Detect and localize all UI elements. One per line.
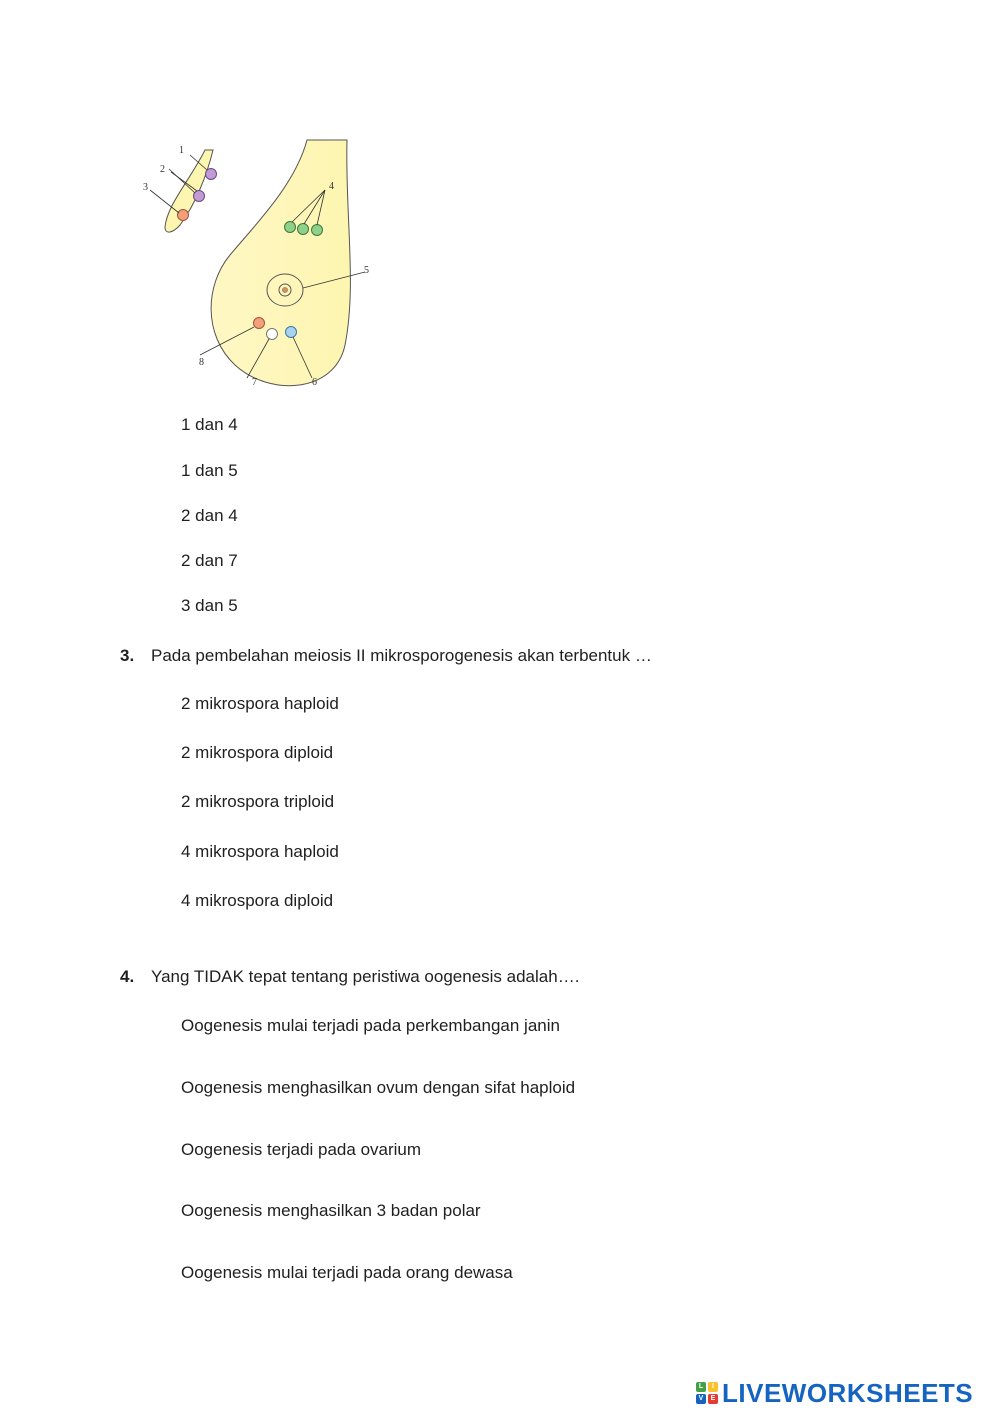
embryo-sac-diagram xyxy=(135,135,380,395)
cell-8 xyxy=(254,318,265,329)
antipodal-cell-b xyxy=(298,224,309,235)
q4-option-1[interactable]: Oogenesis mulai terjadi pada perkembangan janin xyxy=(181,1016,560,1035)
q4-option-2[interactable]: Oogenesis menghasilkan ovum dengan sifat haploid xyxy=(181,1078,576,1097)
q4-text: Yang TIDAK tepat tentang peristiwa oogenesis adalah…. xyxy=(151,967,580,986)
antipodal-cell-a xyxy=(285,222,296,233)
logo-badge-e: E xyxy=(708,1394,718,1404)
cell-2 xyxy=(194,191,205,202)
diagram-label-4: 4 xyxy=(329,181,334,192)
logo-wordmark: LIVEWORKSHEETS xyxy=(722,1377,974,1408)
q3-option-5[interactable]: 4 mikrospora diploid xyxy=(181,891,334,910)
q2-option-1[interactable]: 1 dan 4 xyxy=(181,415,238,434)
q4-number: 4. xyxy=(120,967,135,986)
q3-option-1[interactable]: 2 mikrospora haploid xyxy=(181,694,339,713)
q4-option-3[interactable]: Oogenesis terjadi pada ovarium xyxy=(181,1140,422,1159)
cell-1 xyxy=(206,169,217,180)
diagram-label-5: 5 xyxy=(364,265,369,276)
logo-badge-l: L xyxy=(696,1382,706,1392)
liveworksheets-logo[interactable] xyxy=(696,1377,973,1409)
logo-badge-v: V xyxy=(696,1394,706,1404)
diagram-label-6: 6 xyxy=(312,377,317,388)
q3-text: Pada pembelahan meiosis II mikrosporogenesis akan terbentuk … xyxy=(151,646,652,665)
diagram-label-2: 2 xyxy=(160,164,165,175)
q3-number: 3. xyxy=(120,646,135,665)
diagram-label-8: 8 xyxy=(199,357,204,368)
cell-3 xyxy=(178,210,189,221)
q2-option-3[interactable]: 2 dan 4 xyxy=(181,506,238,525)
cell-7 xyxy=(267,329,278,340)
diagram-label-7: 7 xyxy=(252,377,257,388)
q3-option-2[interactable]: 2 mikrospora diploid xyxy=(181,743,334,762)
logo-mark-icon xyxy=(696,1382,718,1404)
q2-option-4[interactable]: 2 dan 7 xyxy=(181,551,238,570)
q4-option-4[interactable]: Oogenesis menghasilkan 3 badan polar xyxy=(181,1201,481,1220)
antipodal-cell-c xyxy=(312,225,323,236)
logo-badge-i: I xyxy=(708,1382,718,1392)
diagram-label-1: 1 xyxy=(179,145,184,156)
pollen-tube-shape xyxy=(165,150,213,232)
q3-option-4[interactable]: 4 mikrospora haploid xyxy=(181,842,339,861)
q3-option-3[interactable]: 2 mikrospora triploid xyxy=(181,792,335,811)
cell-6 xyxy=(286,327,297,338)
q2-option-2[interactable]: 1 dan 5 xyxy=(181,461,238,480)
q2-option-5[interactable]: 3 dan 5 xyxy=(181,596,238,615)
q4-option-5[interactable]: Oogenesis mulai terjadi pada orang dewasa xyxy=(181,1263,513,1282)
central-nucleus xyxy=(283,288,288,293)
diagram-label-3: 3 xyxy=(143,182,148,193)
embryo-sac-shape xyxy=(211,140,350,386)
